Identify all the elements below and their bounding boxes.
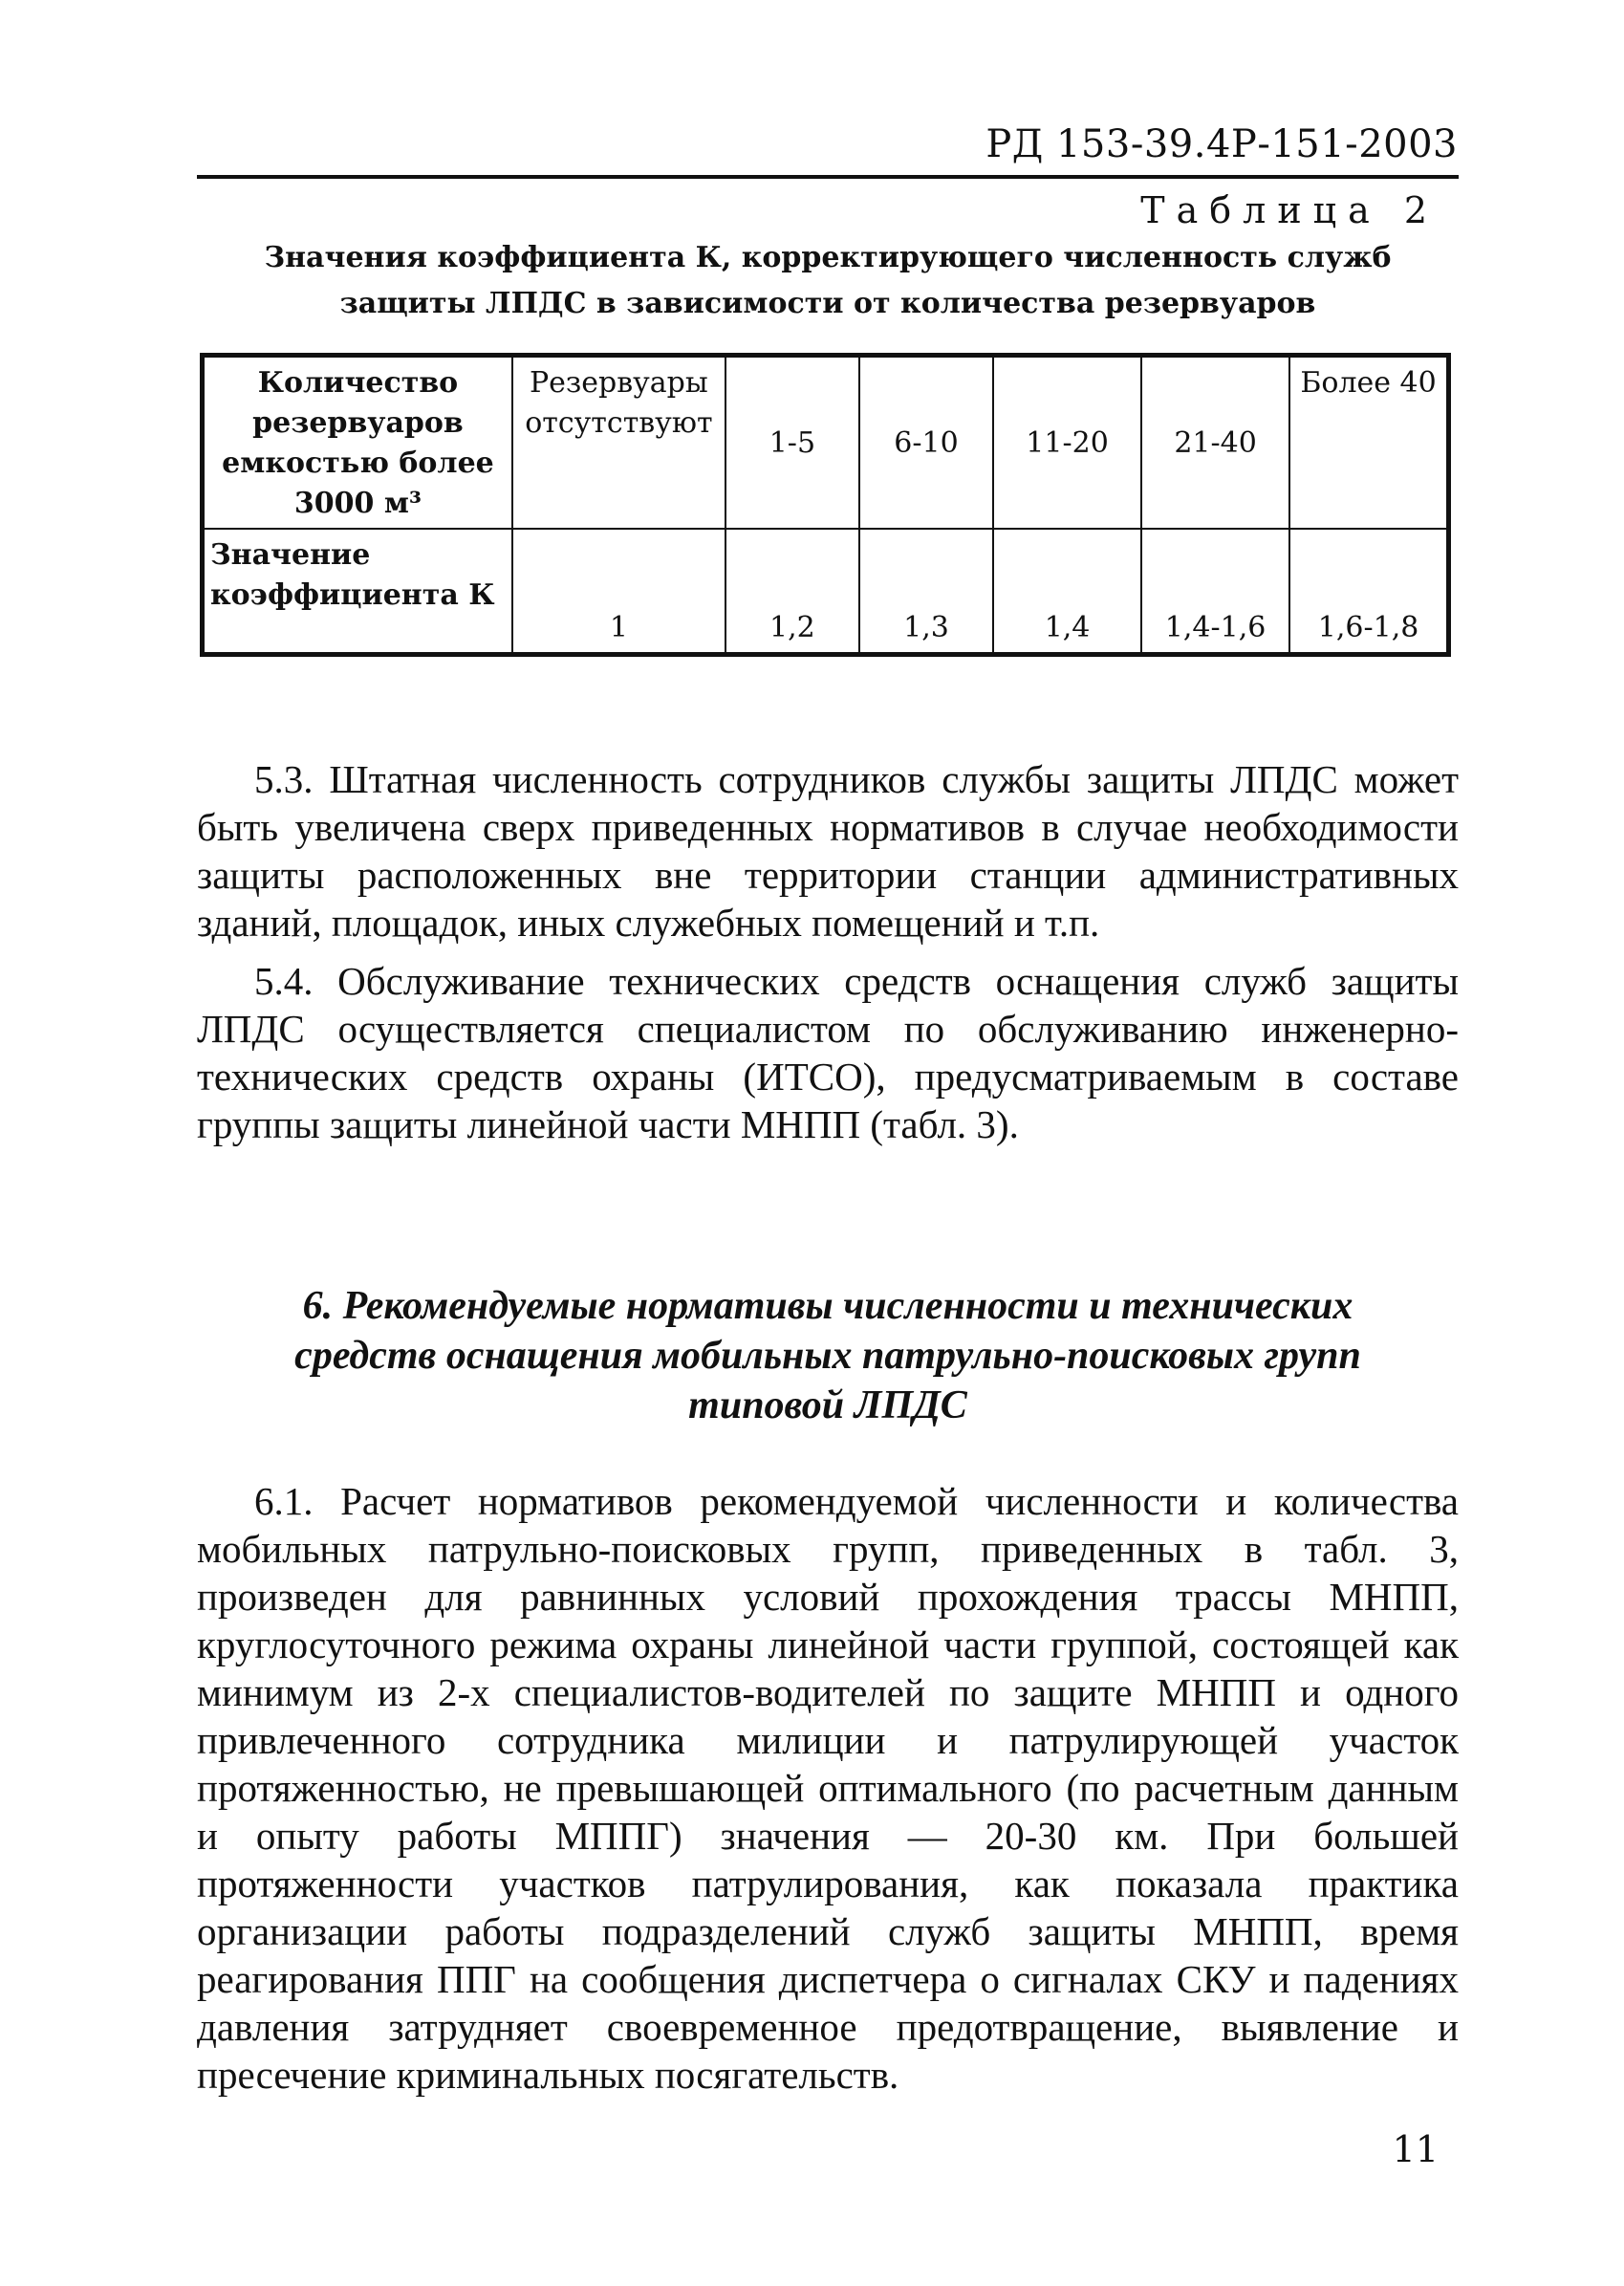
table-cell: 1,4: [993, 529, 1141, 655]
page-number: 11: [1392, 2128, 1439, 2170]
document-code: РД 153-39.4Р-151-2003: [985, 122, 1458, 166]
coefficient-table: [200, 353, 1451, 657]
table-cell: 21-40: [1141, 356, 1289, 530]
table-cell: Резервуары отсутствуют: [512, 356, 725, 530]
table-cell: 1-5: [725, 356, 859, 530]
table-row-header: Количество резервуаров емкостью более 3000 м³: [203, 356, 512, 530]
paragraph-5-3: 5.3. Штатная численность сотрудников службы защиты ЛПДС может быть увеличена сверх приведенных нормативов в случае необходимости защиты расположенных вне территории станции административных зданий, площадок, иных служебных помещений и т.п.: [197, 757, 1459, 945]
table-row-header: Значение коэффициента К: [203, 529, 512, 655]
paragraph-5-4: 5.4. Обслуживание технических средств оснащения служб защиты ЛПДС осуществляется специалистом по обслуживанию инженерно-технических средств охраны (ИТСО), предусматриваемым в составе группы защиты линейной части МНПП (табл. 3).: [197, 959, 1459, 1146]
table-label: Таблица 2: [1140, 189, 1439, 231]
paragraph-6-1: 6.1. Расчет нормативов рекомендуемой численности и количества мобильных патрульно-поисковых групп, приведенных в табл. 3, произведен для равнинных условий прохождения трассы МНПП, круглосуточного режима охраны линейной части группой, состоящей как минимум из 2-х специалистов-водителей по защите МНПП и одного привлеченного сотрудника милиции и патрулирующей участок протяженностью, не превышающей оптимального (по расчетным данным и опыту работы МППГ) значения — 20-30 км. При большей протяженности участков патрулирования, как показала практика организации работы подразделений служб защиты МНПП, время реагирования ППГ на сообщения диспетчера о сигналах СКУ и падениях давления затрудняет своевременное предотвращение, выявление и пресечение криминальных посягательств.: [197, 1479, 1459, 2097]
table-row: [203, 529, 1449, 655]
section-heading-line: типовой ЛПДС: [688, 1383, 967, 1427]
table-cell: 1,4-1,6: [1141, 529, 1289, 655]
table-cell: 1,3: [859, 529, 993, 655]
table-cell: 1,6-1,8: [1289, 529, 1448, 655]
section-heading-line: 6. Рекомендуемые нормативы численности и технических: [302, 1284, 1353, 1328]
table-title-line: Значения коэффициента К, корректирующего численность служб: [264, 241, 1392, 274]
table-cell: 1: [512, 529, 725, 655]
paragraphs-bottom: [197, 1477, 1459, 2109]
table-cell: Более 40: [1289, 356, 1448, 530]
section-heading: [197, 1281, 1459, 1430]
table-title: [197, 235, 1459, 327]
section-heading-line: средств оснащения мобильных патрульно-поисковых групп: [294, 1334, 1361, 1378]
table-row: [203, 356, 1449, 530]
table-cell: 6-10: [859, 356, 993, 530]
paragraphs-top: [197, 755, 1459, 1159]
table-cell: 11-20: [993, 356, 1141, 530]
table-title-line: защиты ЛПДС в зависимости от количества резервуаров: [339, 287, 1316, 320]
header-rule: [197, 175, 1459, 179]
table-cell: 1,2: [725, 529, 859, 655]
